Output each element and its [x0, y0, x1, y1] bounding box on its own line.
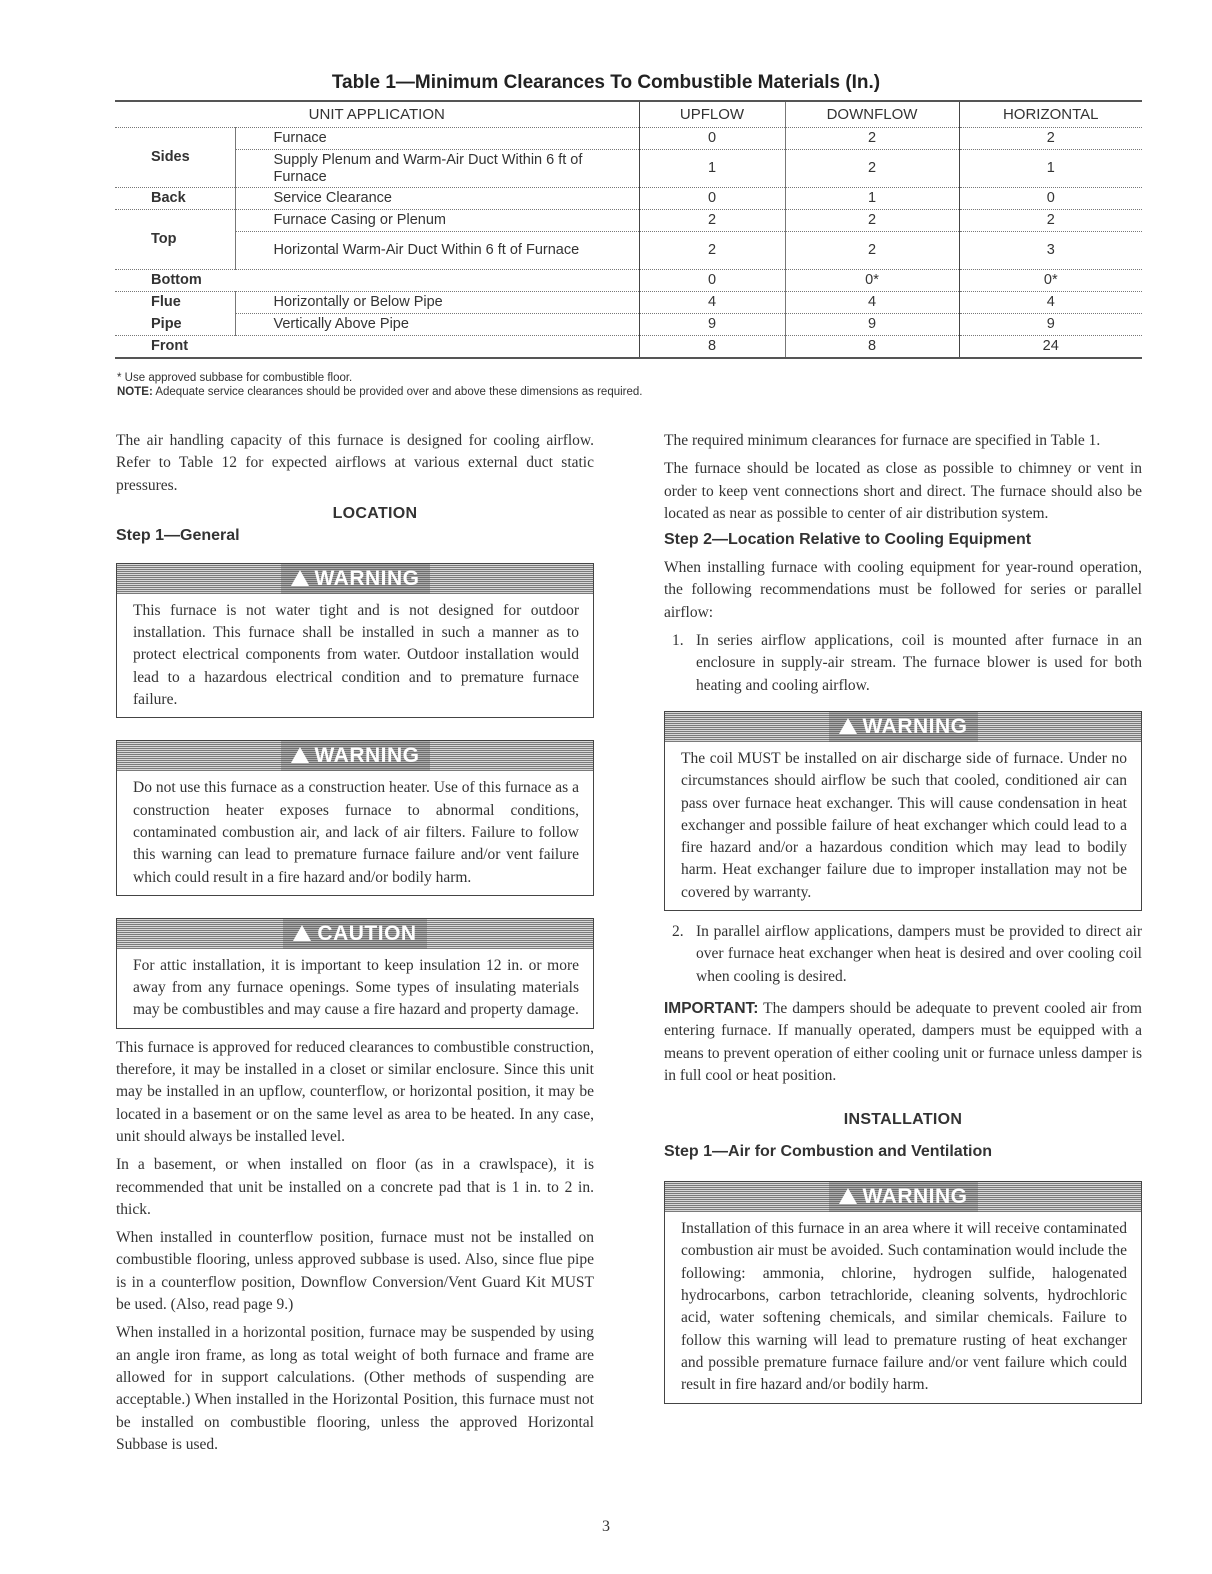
caution-triangle-icon	[293, 925, 311, 941]
table-row	[115, 314, 1142, 336]
header-upflow: UPFLOW	[639, 101, 785, 128]
list-text: In parallel airflow applications, dampers must be provided to direct air over furnace heat exchanger when heat is desired and over cooling coil when cooling is desired.	[696, 923, 1142, 985]
warning-triangle-icon	[291, 747, 309, 763]
warning-box-outdoor	[116, 563, 594, 718]
row-upflow: 9	[639, 314, 785, 336]
location-heading: LOCATION	[332, 504, 418, 522]
row-category-flue: Flue	[151, 294, 181, 311]
page-number: 3	[602, 1518, 610, 1535]
warning-triangle-icon	[839, 1188, 857, 1204]
note-label: NOTE:	[117, 386, 153, 398]
cooling-paragraph: When installing furnace with cooling equipment for year-round operation, the following recommendations must be followed for series or parallel airflow:	[664, 559, 1142, 621]
row-upflow: 2	[639, 232, 785, 270]
header-horizontal: HORIZONTAL	[959, 101, 1142, 128]
row-horizontal: 9	[959, 314, 1142, 336]
row-category-front: Front	[151, 337, 189, 354]
warning-label: WARNING	[829, 712, 978, 742]
row-desc: Horizontally or Below Pipe	[235, 292, 639, 314]
warning-label: WARNING	[281, 564, 430, 594]
right-column	[664, 430, 1142, 1420]
list-text: In series airflow applications, coil is mounted after furnace in an enclosure in supply-air stream. The furnace blower is used for both heating and cooling airflow.	[696, 632, 1142, 694]
caution-banner	[117, 919, 593, 949]
row-downflow: 0*	[785, 270, 959, 292]
header-unit-application: UNIT APPLICATION	[115, 101, 639, 128]
chimney-paragraph: The furnace should be located as close as possible to chimney or vent in order to keep vent connections short and direct. The furnace should also be located as near as possible to center of air distribution system.	[664, 460, 1142, 522]
important-text: The dampers should be adequate to prevent cooled air from entering furnace. If manually operated, dampers must be equipped with a means to prevent operation of either cooling unit or furnace unless damper is in full cool or heat position.	[664, 999, 1142, 1084]
warning-text: This furnace is not water tight and is not designed for outdoor installation. This furnace shall be installed in such a manner as to protect electrical components from water. Outdoor installation would lead to a hazardous electrical condition and to premature furnace failure.	[133, 601, 579, 709]
warning-text: The coil MUST be installed on air discharge side of furnace. Under no circumstances should airflow be such that cooled, conditioned air can pass over furnace heat exchanger. This will cause condensation in heat exchanger and possible failure of heat exchanger which could lead to a fire hazard and/or a hazardous condition which may lead to bodily harm. Heat exchanger failure due to improper installation may not be covered by warranty.	[681, 749, 1127, 901]
row-upflow: 0	[639, 188, 785, 210]
row-category-back: Back	[115, 188, 235, 210]
row-downflow: 9	[785, 314, 959, 336]
note-text: Adequate service clearances should be provided over and above these dimensions as required.	[155, 386, 643, 398]
warning-triangle-icon	[291, 570, 309, 586]
row-desc: Furnace Casing or Plenum	[235, 210, 639, 232]
row-horizontal: 0*	[959, 270, 1142, 292]
important-paragraph	[664, 998, 1142, 1087]
row-desc: Horizontal Warm-Air Duct Within 6 ft of Furnace	[235, 232, 639, 270]
list-number: 2.	[672, 923, 684, 941]
installation-heading: INSTALLATION	[843, 1111, 963, 1129]
list-item-parallel	[664, 921, 1142, 988]
table-footnote: * Use approved subbase for combustible floor.	[117, 372, 353, 384]
clearances-paragraph: The required minimum clearances for furnace are specified in Table 1.	[664, 432, 1101, 449]
warning-box-coil	[664, 711, 1142, 911]
row-downflow: 8	[785, 336, 959, 358]
row-horizontal: 2	[959, 210, 1142, 232]
row-upflow: 0	[639, 270, 785, 292]
table-row	[115, 232, 1142, 270]
table-row	[115, 188, 1142, 210]
row-desc: Vertically Above Pipe	[235, 314, 639, 336]
row-desc: Furnace	[235, 128, 639, 150]
row-upflow: 4	[639, 292, 785, 314]
horizontal-paragraph: When installed in a horizontal position, furnace may be suspended by using an angle iron frame, as long as total weight of both furnace and frame are allowed for in support calculations. (Other methods of suspending are acceptable.) When installed in the Horizontal Position, this furnace must not be installed on combustible flooring, unless the approved Horizontal Subbase is used.	[116, 1324, 594, 1453]
row-upflow: 8	[639, 336, 785, 358]
counterflow-paragraph: When installed in counterflow position, furnace must not be installed on combustible flooring, unless approved subbase is used. Also, since flue pipe is in a counterflow position, Downflow Conversion/Vent Guard Kit MUST be used. (Also, read page 9.)	[116, 1229, 594, 1314]
warning-text: Installation of this furnace in an area where it will receive contaminated combustion air must be avoided. Such contamination would include the following: ammonia, chlorine, hydrogen sulfide, halogenated hydrocarbons, carbon tetrachloride, cleaning solvents, hydrochloric acid, water softening chemicals, and similar chemicals. Failure to follow this warning will lead to premature rusting of heat exchanger and possible premature furnace failure and/or vent failure which could result in fire hazard and/or bodily harm.	[681, 1220, 1127, 1394]
row-category-top: Top	[115, 210, 235, 270]
row-desc: Supply Plenum and Warm-Air Duct Within 6 ft of Furnace	[235, 150, 639, 188]
row-category-pipe: Pipe	[115, 314, 235, 336]
table-row	[115, 270, 1142, 292]
table-notes	[117, 371, 642, 399]
warning-box-contamination	[664, 1181, 1142, 1403]
table-row	[115, 128, 1142, 150]
table-header-row	[115, 101, 1142, 128]
step1-air-heading: Step 1—Air for Combustion and Ventilation	[664, 1143, 993, 1161]
warning-label: WARNING	[829, 1182, 978, 1212]
list-number: 1.	[672, 632, 684, 650]
row-category-bottom: Bottom	[115, 270, 639, 292]
clearance-paragraph: This furnace is approved for reduced clearances to combustible construction, therefore, it may be installed in a closet or similar enclosure. Since this unit may be installed in an upflow, counterflow, or horizontal position, it may be located in a basement or on the same level as area to be heated. In any case, unit should always be installed level.	[116, 1038, 594, 1145]
row-horizontal: 0	[959, 188, 1142, 210]
row-horizontal: 3	[959, 232, 1142, 270]
warning-banner	[117, 741, 593, 771]
row-upflow: 1	[639, 150, 785, 188]
row-upflow: 0	[639, 128, 785, 150]
warning-triangle-icon	[839, 718, 857, 734]
table-title: Table 1—Minimum Clearances To Combustible Materials (In.)	[331, 72, 881, 93]
row-downflow: 2	[785, 232, 959, 270]
table-row	[115, 292, 1142, 314]
row-horizontal: 2	[959, 128, 1142, 150]
warning-label: WARNING	[281, 741, 430, 771]
caution-label: CAUTION	[283, 919, 426, 949]
row-downflow: 1	[785, 188, 959, 210]
table-row	[115, 336, 1142, 358]
row-downflow: 4	[785, 292, 959, 314]
basement-paragraph: In a basement, or when installed on floor (as in a crawlspace), it is recommended that unit be installed on a concrete pad that is 1 in. to 2 in. thick.	[116, 1156, 594, 1218]
warning-banner	[117, 564, 593, 594]
intro-paragraph: The air handling capacity of this furnace is designed for cooling airflow. Refer to Table 12 for expected airflows at various external duct static pressures.	[116, 432, 594, 494]
row-downflow: 2	[785, 128, 959, 150]
table-note	[117, 385, 642, 399]
row-category-sides: Sides	[115, 128, 235, 188]
step1-general-heading: Step 1—General	[116, 526, 240, 544]
row-horizontal: 1	[959, 150, 1142, 188]
warning-banner	[665, 712, 1141, 742]
row-horizontal: 24	[959, 336, 1142, 358]
row-downflow: 2	[785, 210, 959, 232]
important-label: IMPORTANT:	[664, 999, 759, 1017]
warning-banner	[665, 1182, 1141, 1212]
step2-heading: Step 2—Location Relative to Cooling Equipment	[664, 531, 1032, 549]
list-item-series	[664, 630, 1142, 697]
caution-box-attic	[116, 918, 594, 1029]
header-downflow: DOWNFLOW	[785, 101, 959, 128]
caution-text: For attic installation, it is important to keep insulation 12 in. or more away from any furnace openings. Some types of insulating materials may be combustibles and may cause a fire hazard and property damage.	[133, 956, 579, 1019]
left-column	[116, 430, 594, 1462]
clearance-table	[115, 100, 1142, 359]
row-upflow: 2	[639, 210, 785, 232]
table-row	[115, 210, 1142, 232]
row-horizontal: 4	[959, 292, 1142, 314]
row-downflow: 2	[785, 150, 959, 188]
warning-text: Do not use this furnace as a construction heater. Use of this furnace as a construction heater exposes furnace to abnormal conditions, contaminated combustion air, and lack of air filters. Failure to follow this warning can lead to premature furnace failure and/or vent failure which could result in a fire hazard and/or bodily harm.	[133, 779, 579, 886]
row-desc: Service Clearance	[235, 188, 639, 210]
table-row	[115, 150, 1142, 188]
warning-box-construction-heater	[116, 740, 594, 895]
